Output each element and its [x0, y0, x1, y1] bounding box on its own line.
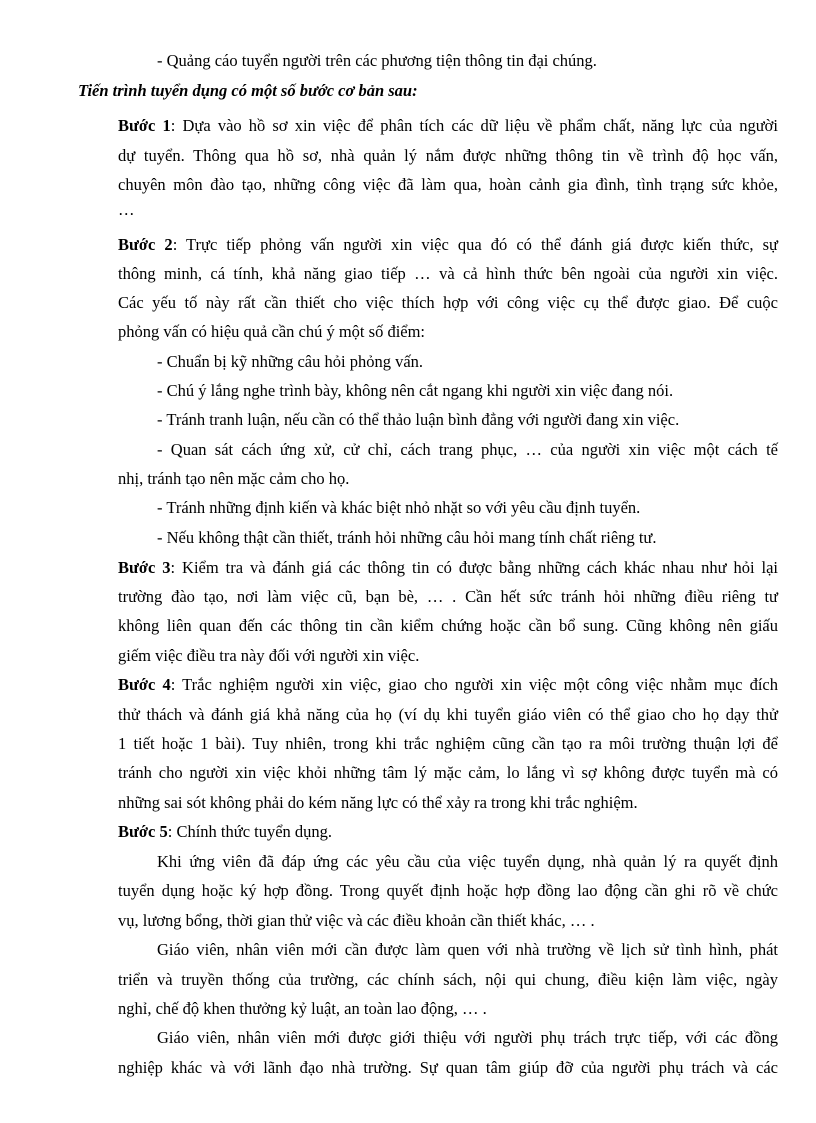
step4-line1: Bước 4: Trắc nghiệm người xin việc, giao cho người xin việc một công việc nhằm mục đích — [118, 675, 778, 694]
step4-line5: những sai sót không phải do kém năng lực có thể xảy ra trong khi trắc nghiệm. — [118, 793, 638, 812]
step5-line1: Bước 5: Chính thức tuyển dụng. — [118, 822, 333, 841]
step2-label: Bước 2 — [118, 235, 173, 254]
step2-line3: Các yếu tố này rất cần thiết cho việc thích hợp với công việc cụ thể được giao. Để cuộc — [118, 293, 778, 312]
step2-line4: phỏng vấn có hiệu quả cần chú ý một số điểm: — [118, 322, 426, 341]
para1-line2: tuyển dụng hoặc ký hợp đồng. Trong quyết định hoặc hợp đồng lao động cần ghi rõ về chức — [118, 881, 778, 900]
step2-bullet-3: - Tránh tranh luận, nếu cần có thể thảo luận bình đẳng với người đang xin việc. — [157, 410, 680, 429]
para1-line3: vụ, lương bổng, thời gian thử việc và các điều khoản cần thiết khác, … . — [118, 911, 595, 930]
step3-line2: trường đào tạo, nơi làm việc cũ, bạn bè, … . Cần hết sức tránh hỏi những điều riêng tư — [118, 587, 778, 606]
step5-label: Bước 5 — [118, 822, 168, 841]
step4-line3: 1 tiết hoặc 1 bài). Tuy nhiên, trong khi trắc nghiệm cũng cần tạo ra môi trường thuận lợi để — [118, 734, 778, 753]
step1-line2: dự tuyển. Thông qua hồ sơ, nhà quản lý nắm được những thông tin về trình độ học vấn, — [118, 146, 778, 165]
intro-line: - Quảng cáo tuyển người trên các phương tiện thông tin đại chúng. — [157, 51, 597, 70]
step3-line3: không liên quan đến các thông tin cần kiểm chứng hoặc cần bổ sung. Cũng không nên giấu — [118, 616, 778, 635]
step2-bullet-2: - Chú ý lắng nghe trình bày, không nên cắt ngang khi người xin việc đang nói. — [157, 381, 674, 400]
step4-label: Bước 4 — [118, 675, 171, 694]
para2-line3: nghỉ, chế độ khen thưởng kỷ luật, an toàn lao động, … . — [118, 999, 487, 1018]
step2-bullet-6: - Nếu không thật cần thiết, tránh hỏi những câu hỏi mang tính chất riêng tư. — [157, 528, 657, 547]
step4-line4: tránh cho người xin việc khỏi những tâm lý mặc cảm, lo lắng vì sợ không được tuyển mà có — [118, 763, 778, 782]
para1-line1: Khi ứng viên đã đáp ứng các yêu cầu của việc tuyển dụng, nhà quản lý ra quyết định — [157, 852, 778, 871]
step2-bullet-4-cont: nhị, tránh tạo nên mặc cảm cho họ. — [118, 469, 350, 488]
para2-line1: Giáo viên, nhân viên mới cần được làm quen với nhà trường về lịch sử tình hình, phát — [157, 940, 778, 959]
step1-label: Bước 1 — [118, 116, 171, 135]
step2-line1: Bước 2: Trực tiếp phỏng vấn người xin việc qua đó có thể đánh giá được kiến thức, sự — [118, 235, 778, 254]
para3-line1: Giáo viên, nhân viên mới được giới thiệu với người phụ trách trực tiếp, với các đồng — [157, 1028, 778, 1047]
step3-line4: giếm việc điều tra này đối với người xin việc. — [118, 646, 420, 665]
step2-line2: thông minh, cá tính, khả năng giao tiếp … và cả hình thức bên ngoài của người xin việc. — [118, 264, 778, 283]
step3-line1: Bước 3: Kiểm tra và đánh giá các thông tin có được bằng những cách khác nhau như hỏi lại — [118, 558, 778, 577]
step2-bullet-4: - Quan sát cách ứng xử, cử chỉ, cách trang phục, … của người xin việc một cách tế — [157, 440, 778, 459]
step2-bullet-5: - Tránh những định kiến và khác biệt nhỏ nhặt so với yêu cầu định tuyển. — [157, 498, 641, 517]
para2-line2: triển và truyền thống của trường, các chính sách, nội qui chung, điều kiện làm việc, ngày — [118, 970, 778, 989]
step2-bullet-1: - Chuẩn bị kỹ những câu hỏi phỏng vấn. — [157, 352, 424, 371]
step1-line1: Bước 1: Dựa vào hồ sơ xin việc để phân tích các dữ liệu về phẩm chất, năng lực của người — [118, 116, 778, 135]
step1-line4: … — [118, 200, 135, 219]
step1-line3: chuyên môn đào tạo, những công việc đã làm qua, hoàn cảnh gia đình, tình trạng sức khỏe, — [118, 175, 778, 194]
step3-label: Bước 3 — [118, 558, 171, 577]
section-heading: Tiến trình tuyển dụng có một số bước cơ bản sau: — [78, 81, 418, 100]
step4-line2: thử thách và đánh giá khả năng của họ (ví dụ khi tuyển giáo viên có thể giao cho họ dạy thử — [118, 705, 778, 724]
para3-line2: nghiệp khác và với lãnh đạo nhà trường. Sự quan tâm giúp đỡ của người phụ trách và các — [118, 1058, 778, 1077]
